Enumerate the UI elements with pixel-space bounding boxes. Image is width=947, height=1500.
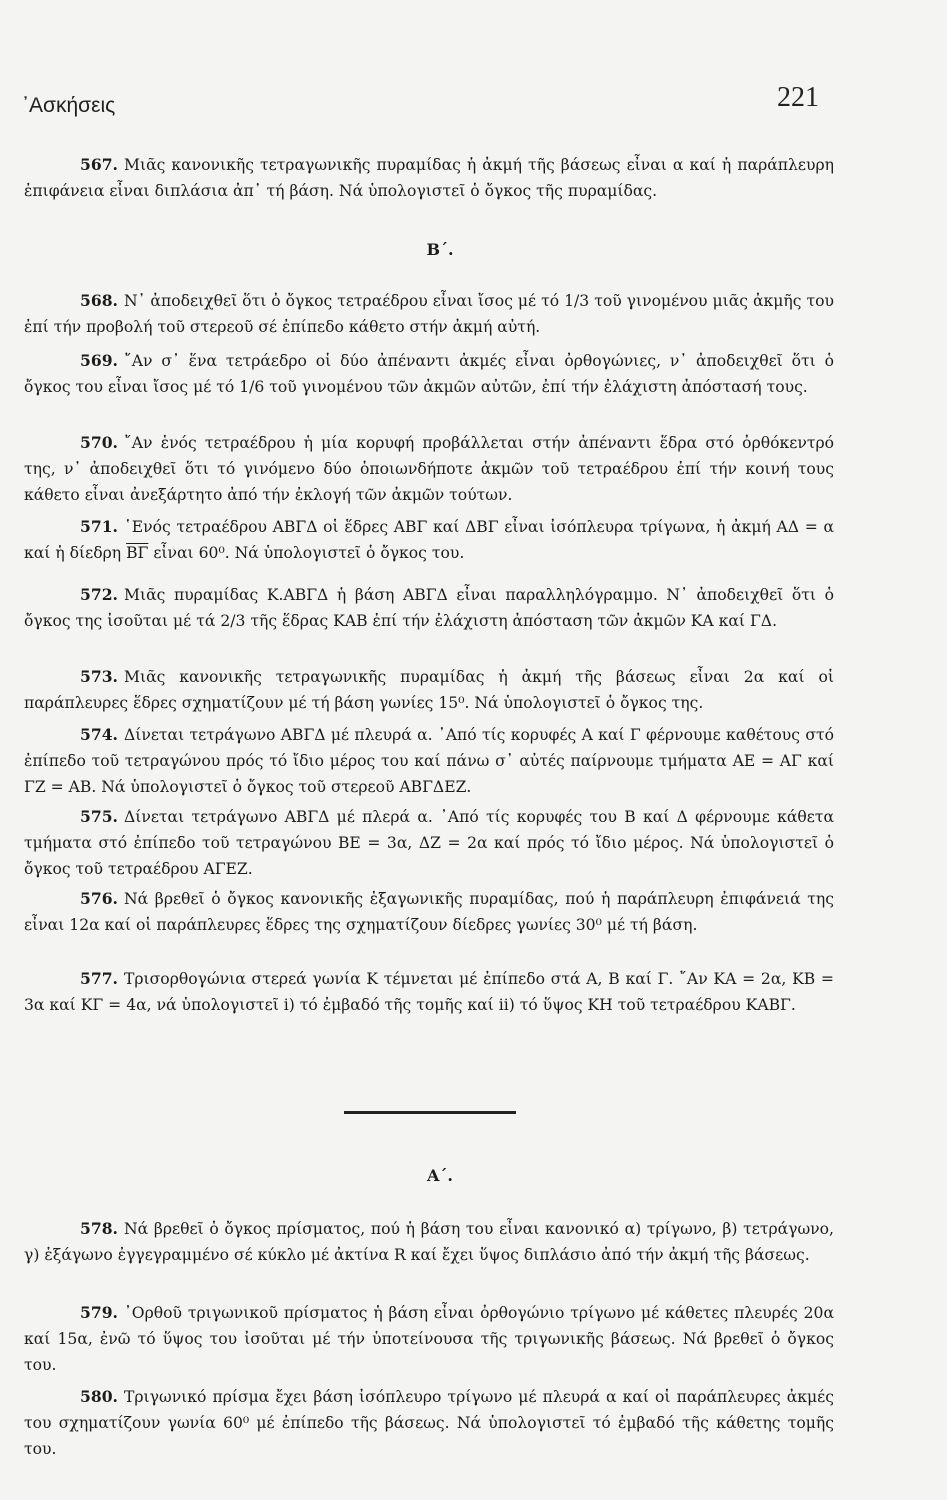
exercise-text: Τριγωνικό πρίσμα ἔχει βάση ἰσόπλευρο τρίγωνο μέ πλευρά α καί οἱ παράπλευρες ἀκμές του σχηματίζουν γωνία 60⁰ μέ ἐπίπεδο τῆς βάσεως. Νά ὑπολογιστεῖ τό ἐμβαδό τῆς κάθετης τομῆς του.	[24, 1388, 834, 1458]
exercise-577	[24, 966, 834, 1018]
section-heading-a: Α΄.	[427, 1166, 453, 1185]
exercise-text: Δίνεται τετράγωνο ΑΒΓΔ μέ πλευρά α. ᾿Από τίς κορυφές Α καί Γ φέρνουμε καθέτους στό ἐπίπεδο τοῦ τετραγώνου πρός τό ἴδιο μέρος του καί πάνω σ᾿ αὐτές παίρνουμε τμήματα ΑΕ = ΑΓ καί ΓΖ = ΑΒ. Νά ὑπολογιστεῖ ὁ ὄγκος τοῦ στερεοῦ ΑΒΓΔΕΖ.	[24, 726, 834, 796]
exercise-568	[24, 288, 834, 340]
exercise-number: 567.	[80, 155, 118, 174]
exercise-580	[24, 1384, 834, 1462]
exercise-text: Νά βρεθεῖ ὁ ὄγκος πρίσματος, πού ἡ βάση του εἶναι κανονικό α) τρίγωνο, β) τετράγωνο, γ) ἑξάγωνο ἐγγεγραμμένο σέ κύκλο μέ ἀκτίνα R καί ἔχει ὕψος διπλάσιο ἀπό τήν ἀκμή τῆς βάσεως.	[24, 1220, 834, 1264]
exercise-572	[24, 582, 834, 634]
exercise-number: 571.	[80, 517, 118, 536]
exercise-570	[24, 430, 834, 508]
exercise-573	[24, 664, 834, 716]
exercise-579	[24, 1300, 834, 1378]
exercise-576	[24, 886, 834, 938]
exercise-number: 570.	[80, 433, 118, 452]
exercise-text: Νά βρεθεῖ ὁ ὄγκος κανονικῆς ἑξαγωνικῆς πυραμίδας, πού ἡ παράπλευρη ἐπιφάνειά της εἶναι 12α καί οἱ παράπλευρες ἕδρες της σχηματίζουν δίεδρες γωνίες 30⁰ μέ τή βάση.	[24, 890, 834, 934]
exercise-574	[24, 722, 834, 800]
exercise-text: Ν᾿ ἀποδειχθεῖ ὅτι ὁ ὄγκος τετραέδρου εἶναι ἴσος μέ τό 1/3 τοῦ γινομένου μιᾶς ἀκμῆς του ἐπί τήν προβολή τοῦ στερεοῦ σέ ἐπίπεδο κάθετο στήν ἀκμή αὐτή.	[24, 292, 834, 336]
exercise-number: 576.	[80, 889, 118, 908]
exercise-number: 572.	[80, 585, 118, 604]
exercise-text: ῎Αν σ᾿ ἕνα τετράεδρο οἱ δύο ἀπέναντι ἀκμές εἶναι ὀρθογώνιες, ν᾿ ἀποδειχθεῖ ὅτι ὁ ὄγκος του εἶναι ἴσος μέ τό 1/6 τοῦ γινομένου τῶν ἀκμῶν αὐτῶν, ἐπί τήν ἐλάχιστη ἀπόστασή τους.	[24, 352, 834, 396]
exercise-number: 569.	[80, 351, 118, 370]
section-divider	[344, 1111, 516, 1114]
exercise-567	[24, 152, 834, 204]
exercise-number: 574.	[80, 725, 118, 744]
section-heading-b: Β΄.	[426, 240, 454, 259]
page-number: 221	[777, 82, 819, 113]
exercise-text: Δίνεται τετράγωνο ΑΒΓΔ μέ πλερά α. ᾿Από τίς κορυφές του Β καί Δ φέρνουμε κάθετα τμήματα στό ἐπίπεδο τοῦ τετραγώνου ΒΕ = 3α, ΔΖ = 2α καί πρός τό ἴδιο μέρος. Νά ὑπολογιστεῖ ὁ ὄγκος τοῦ τετραέδρου ΑΓΕΖ.	[24, 808, 834, 878]
running-title: ᾿Ασκήσεις	[22, 94, 116, 117]
exercise-text: ῎Αν ἑνός τετραέδρου ἡ μία κορυφή προβάλλεται στήν ἀπέναντι ἕδρα στό ὀρθόκεντρό της, ν᾿ ἀποδειχθεῖ ὅτι τό γινόμενο δύο ὁποιωνδήποτε ἀκμῶν τοῦ τετραέδρου ἐπί τήν κοινή τους κάθετο εἶναι ἀνεξάρτητο ἀπό τήν ἐκλογή τῶν ἀκμῶν τούτων.	[24, 434, 834, 504]
exercise-text: ᾿Ορθοῦ τριγωνικοῦ πρίσματος ἡ βάση εἶναι ὀρθογώνιο τρίγωνο μέ κάθετες πλευρές 20α καί 15α, ἐνῶ τό ὕψος του ἰσοῦται μέ τήν ὑποτείνουσα τῆς τριγωνικῆς βάσεως. Νά βρεθεῖ ὁ ὄγκος του.	[24, 1304, 834, 1374]
exercise-text: Τρισορθογώνια στερεά γωνία Κ τέμνεται μέ ἐπίπεδο στά Α, Β καί Γ. ῎Αν ΚΑ = 2α, ΚΒ = 3α καί ΚΓ = 4α, νά ὑπολογιστεῖ i) τό ἐμβαδό τῆς τομῆς καί ii) τό ὕψος ΚΗ τοῦ τετραέδρου ΚΑΒΓ.	[24, 970, 834, 1014]
exercise-text: Μιᾶς κανονικῆς τετραγωνικῆς πυραμίδας ἡ ἀκμή τῆς βάσεως εἶναι α καί ἡ παράπλευρη ἐπιφάνεια εἶναι διπλάσια ἀπ᾿ τή βάση. Νά ὑπολογιστεῖ ὁ ὄγκος τῆς πυραμίδας.	[24, 156, 834, 200]
dihedral-arc-label: $\overline{B\Gamma}$	[126, 544, 149, 562]
exercise-number: 580.	[80, 1387, 118, 1406]
exercise-569	[24, 348, 834, 400]
exercise-578	[24, 1216, 834, 1268]
page-header	[22, 82, 819, 122]
exercise-text: Μιᾶς κανονικῆς τετραγωνικῆς πυραμίδας ἡ ἀκμή τῆς βάσεως εἶναι 2α καί οἱ παράπλευρες ἕδρες σχηματίζουν μέ τή βάση γωνίες 15⁰. Νά ὑπολογιστεῖ ὁ ὄγκος της.	[24, 668, 834, 712]
exercise-number: 568.	[80, 291, 118, 310]
exercise-number: 579.	[80, 1303, 118, 1322]
exercise-number: 578.	[80, 1219, 118, 1238]
exercise-575	[24, 804, 834, 882]
exercise-number: 573.	[80, 667, 118, 686]
exercise-text-part-a: ῾Ενός τετραέδρου ΑΒΓΔ οἱ ἕδρες ΑΒΓ καί ΔΒΓ εἶναι ἰσόπλευρα τρίγωνα, ἡ ἀκμή ΑΔ = α καί ἡ δίεδρη	[24, 518, 834, 562]
exercise-text-part-b: εἶναι 60⁰. Νά ὑπολογιστεῖ ὁ ὄγκος του.	[148, 544, 465, 562]
exercise-571	[24, 514, 834, 566]
exercise-text: Μιᾶς πυραμίδας Κ.ΑΒΓΔ ἡ βάση ΑΒΓΔ εἶναι παραλληλόγραμμο. Ν᾿ ἀποδειχθεῖ ὅτι ὁ ὄγκος της ἰσοῦται μέ τά 2/3 τῆς ἕδρας ΚΑΒ ἐπί τήν ἐλάχιστη ἀπόσταση τῶν ἀκμῶν ΚΑ καί ΓΔ.	[24, 586, 834, 630]
exercise-number: 575.	[80, 807, 118, 826]
exercise-number: 577.	[80, 969, 118, 988]
